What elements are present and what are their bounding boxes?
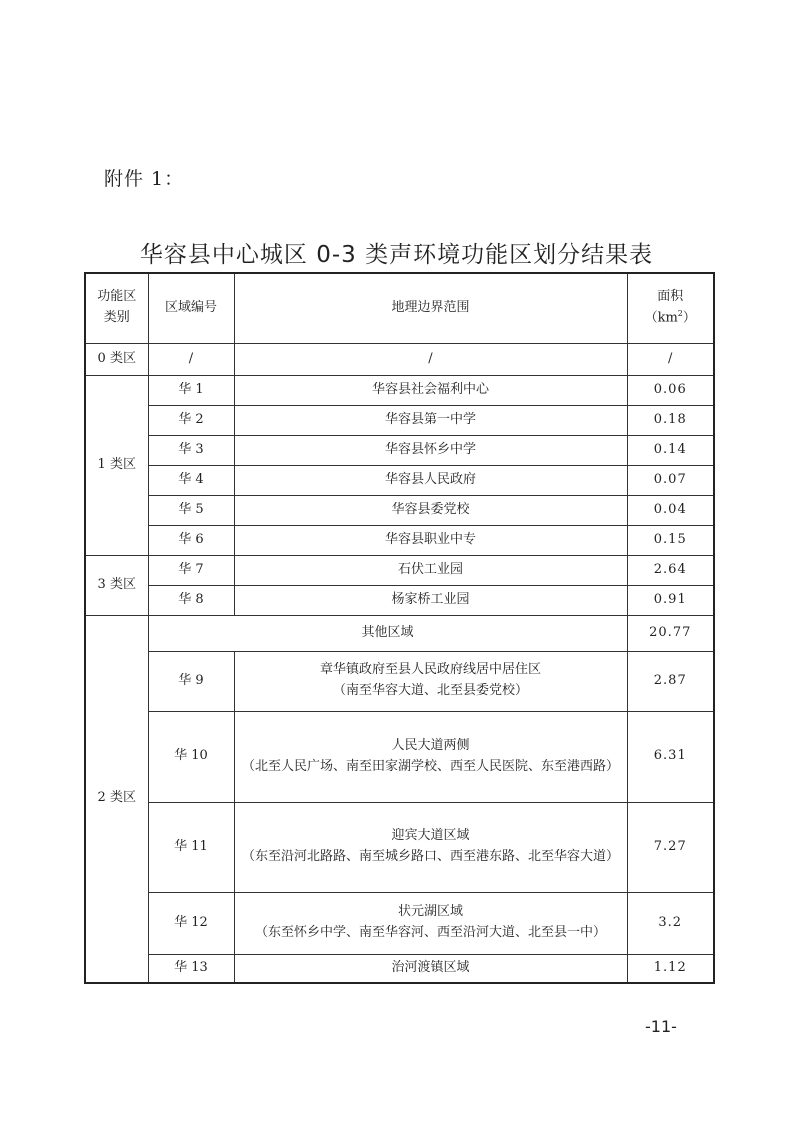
area-cell: / [627, 343, 714, 375]
zone-id-cell: 华 12 [148, 892, 234, 954]
zone-id-cell: 华 3 [148, 435, 234, 465]
boundary-cell: / [234, 343, 627, 375]
area-cell: 1.12 [627, 954, 714, 983]
zoning-table [84, 272, 715, 984]
boundary-cell: 迎宾大道区域 （东至沿河北路路、南至城乡路口、西至港东路、北至华容大道） [234, 802, 627, 892]
table-row [85, 525, 714, 555]
boundary-cell: 华容县社会福利中心 [234, 375, 627, 405]
zone-id-cell: 华 2 [148, 405, 234, 435]
boundary-cell: 石伏工业园 [234, 555, 627, 585]
boundary-cell: 华容县委党校 [234, 495, 627, 525]
area-cell: 2.87 [627, 651, 714, 711]
area-cell: 7.27 [627, 802, 714, 892]
table-row [85, 495, 714, 525]
area-cell: 0.07 [627, 465, 714, 495]
boundary-cell: 杨家桥工业园 [234, 585, 627, 615]
zone-id-cell: 华 10 [148, 711, 234, 802]
category-cell: 3 类区 [85, 555, 148, 615]
table-row [85, 711, 714, 802]
area-cell: 6.31 [627, 711, 714, 802]
boundary-cell: 人民大道两侧 （北至人民广场、南至田家湖学校、西至人民医院、东至港西路） [234, 711, 627, 802]
header-zone-id: 区域编号 [148, 273, 234, 343]
header-boundary: 地理边界范围 [234, 273, 627, 343]
boundary-cell: 状元湖区域 （东至怀乡中学、南至华容河、西至沿河大道、北至县一中） [234, 892, 627, 954]
boundary-cell: 华容县人民政府 [234, 465, 627, 495]
table-row [85, 555, 714, 585]
zone-id-cell: 华 1 [148, 375, 234, 405]
boundary-cell: 华容县第一中学 [234, 405, 627, 435]
boundary-cell: 治河渡镇区域 [234, 954, 627, 983]
area-cell: 3.2 [627, 892, 714, 954]
boundary-cell: 章华镇政府至县人民政府线居中居住区 （南至华容大道、北至县委党校） [234, 651, 627, 711]
table-row [85, 651, 714, 711]
zone-id-cell: 华 9 [148, 651, 234, 711]
table-row [85, 435, 714, 465]
header-area: 面积 $(km^2)$ [627, 273, 714, 343]
zone-id-cell: 华 7 [148, 555, 234, 585]
page-number: -11- [645, 1017, 677, 1036]
zone-id-cell: 华 5 [148, 495, 234, 525]
table-title: 华容县中心城区 0-3 类声环境功能区划分结果表 [139, 242, 654, 268]
table-row [85, 375, 714, 405]
area-cell: 0.14 [627, 435, 714, 465]
zone-id-cell: / [148, 343, 234, 375]
attachment-label: 附件 1： [104, 168, 185, 190]
table-row [85, 802, 714, 892]
header-category: 功能区 类别 [85, 273, 148, 343]
category-cell: 2 类区 [85, 615, 148, 983]
boundary-cell: 其他区域 [148, 615, 627, 651]
table-row [85, 343, 714, 375]
table-row [85, 465, 714, 495]
zone-id-cell: 华 4 [148, 465, 234, 495]
area-cell: 20.77 [627, 615, 714, 651]
table-row [85, 892, 714, 954]
zone-id-cell: 华 13 [148, 954, 234, 983]
area-cell: 2.64 [627, 555, 714, 585]
category-cell: 0 类区 [85, 343, 148, 375]
table-row [85, 615, 714, 651]
table-row [85, 954, 714, 983]
table-row [85, 405, 714, 435]
zone-id-cell: 华 8 [148, 585, 234, 615]
boundary-cell: 华容县职业中专 [234, 525, 627, 555]
area-cell: 0.18 [627, 405, 714, 435]
boundary-cell: 华容县怀乡中学 [234, 435, 627, 465]
area-cell: 0.04 [627, 495, 714, 525]
area-cell: 0.15 [627, 525, 714, 555]
zone-id-cell: 华 11 [148, 802, 234, 892]
table-row [85, 585, 714, 615]
area-cell: 0.06 [627, 375, 714, 405]
category-cell: 1 类区 [85, 375, 148, 555]
zone-id-cell: 华 6 [148, 525, 234, 555]
header-row [85, 273, 714, 343]
area-cell: 0.91 [627, 585, 714, 615]
